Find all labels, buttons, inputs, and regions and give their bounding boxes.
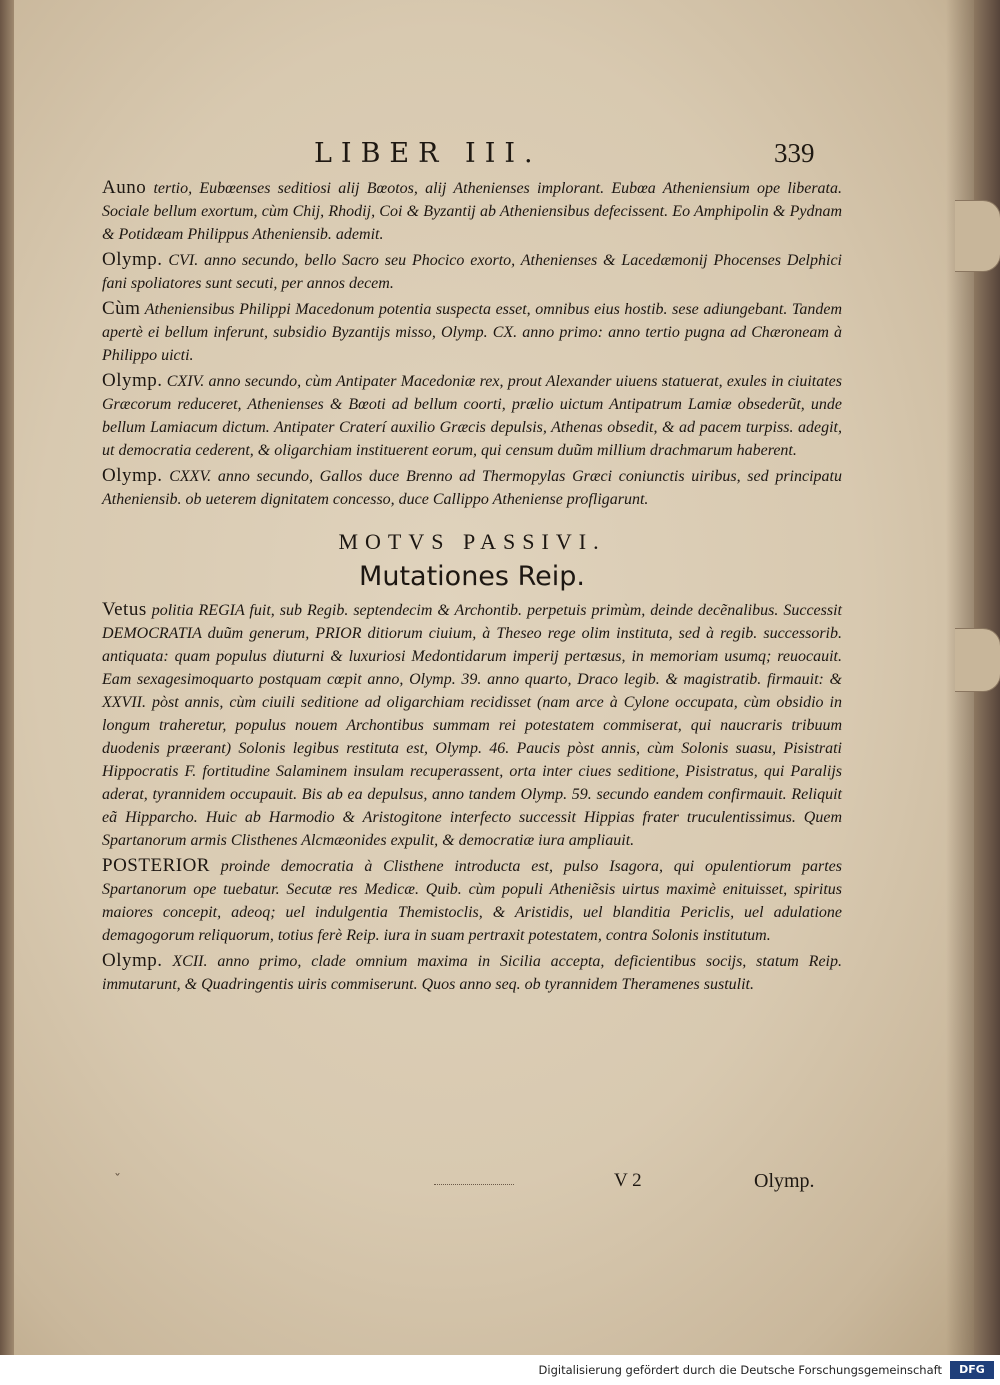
margin-mark: ˇ	[114, 1172, 121, 1188]
paragraph-text: XCII. anno primo, clade omnium maxima in Sicilia accepta, deficientibus socijs, statum Reip. immutarunt, & Quadringentis uiris commiserunt. Quos anno seq. ob tyrannidem Theramenes sustulit.	[102, 953, 842, 993]
signature-mark: V 2	[614, 1170, 642, 1191]
catchword: Olymp.	[754, 1170, 815, 1192]
paragraph-text: proinde democratia à Clisthene introducta est, pulso Isagora, qui opulentiorum partes Spartanorum ope tuebatur. Secutæ res Medicæ. Quib. cùm populi Atheniẽsis uirtus maximè enituisset, spiritus maiores concepit, adeoq; uel indulgentia Themistoclis, & Aristidis, uel blanditia Periclis, uel adulatione demagogorum reliquorum, totius ferè Reip. iura in suam pertraxit potestatem, contra Solonis institutum.	[102, 858, 842, 944]
page-tab	[955, 628, 1000, 692]
digitization-bar	[0, 1355, 1000, 1385]
book-page	[14, 0, 974, 1355]
paragraph-text: tertio, Eubœenses seditiosi alij Bœotos, alij Athenienses implorant. Eubœa Atheniensium ope liberata. Sociale bellum exortum, cùm Chij, Rhodij, Coi & Byzantij ab Atheniensibus defecissent. Eo Amphipolin & Pydnam & Potidæam Philippus Atheniensib. ademit.	[102, 180, 842, 243]
paragraph-text: politia REGIA fuit, sub Regib. septendecim & Archontib. perpetuis primùm, deinde decẽnalibus. Successit DEMOCRATIA duũm generum, PRIOR ditiorum ciuium, à Theseo rege olim instituta, sed à regib. successorib. antiquata: quam populus diuturni & luxuriosi Medontidarum imperij pertæsus, in memoriam usumq; reuocauit. Eam sexagesimoquarto postquam cœpit anno, Olymp. 39. anno quarto, Draco legib. & magistratib. firmauit: & XXVII. pòst annis, cùm ciuili seditione ad oligarchiam recidisset (nam arce à Cylone occupata, cùm obsidio in longum traheretur, populus nouem Archontibus summam rei potestatem commiserat, qui naucraris tribuum duodenis præerant) Solonis legibus restituta est, Olymp. 46. Paucis pòst annis, cùm Solonis suasu, Pisistrati Hippocratis F. fortitudine Salaminem insulam recuperassent, orta inter ciues seditione, Pisistratus, qui Paralijs aderat, tyrannidem occupauit. Bis ab ea depulsus, anno tandem Olymp. 59. secundo eandem confirmauit. Reliquit eã Hipparcho. Huic ab Harmodio & Aristogitone interfecto successit Hippias frater truculentissimus. Quem Spartanorum armis Clisthenes Alcmæonides expulit, & democratiæ iura ampliauit.	[102, 602, 842, 849]
paragraph-lead: Cùm	[102, 298, 141, 319]
section-subheading: Mutationes Reip.	[359, 561, 585, 592]
paragraph-lead: Olymp.	[102, 950, 163, 971]
paragraph	[102, 598, 842, 852]
footer-rule	[434, 1184, 514, 1185]
paragraph-lead: Auno	[102, 177, 147, 198]
scan-left-edge	[0, 0, 14, 1385]
main-text	[102, 176, 842, 998]
digitization-notice: Digitalisierung gefördert durch die Deutsche Forschungsgemeinschaft	[538, 1363, 942, 1377]
paragraph-lead: POSTERIOR	[102, 855, 210, 876]
paragraph-text: Atheniensibus Philippi Macedonum potentia suspecta esset, omnibus eius hostib. sese adiungebant. Tandem apertè ei bellum inferunt, subsidio Byzantijs misso, Olymp. CX. anno primo: anno tertio pugna ad Chæroneam à Philippo uicti.	[102, 301, 842, 364]
paragraph-text: CXIV. anno secundo, cùm Antipater Macedoniæ rex, prout Alexander uiuens statuerat, exules in ciuitates Græcorum reduceret, Athenienses & Bœoti ad bellum coorti, prælio uictum Antipatrum Lamiæ obsederũt, unde bellum Lamiacum dictum. Antipater Craterí auxilio Græcis depulsis, Athenas obsedit, & ad pacem turpiss. adegit, ut democratia cederent, & oligarchiam instituerent eorum, qui censum duũm millium drachmarum haberent.	[102, 373, 842, 459]
paragraph	[102, 949, 842, 996]
dfg-logo-icon: DFG	[950, 1361, 994, 1379]
paragraph-lead: Vetus	[102, 599, 147, 620]
paragraph	[102, 176, 842, 246]
page-header	[14, 138, 974, 174]
page-tab	[955, 200, 1000, 272]
paragraph-lead: Olymp.	[102, 465, 163, 486]
section-heading: MOTVS PASSIVI.	[338, 529, 606, 554]
paragraph-text: CVI. anno secundo, bello Sacro seu Phocico exorto, Athenienses & Lacedæmonij Phocenses Delphici fani spoliatores sunt secuti, per annos decem.	[102, 252, 842, 292]
page-footer	[14, 1170, 974, 1200]
paragraph-text: CXXV. anno secundo, Gallos duce Brenno ad Thermopylas Græci coniunctis uiribus, sed principatu Atheniensib. ob ueterem dignitatem concesso, duce Callippo Atheniense profligarunt.	[102, 468, 842, 508]
paragraph	[102, 297, 842, 367]
running-head: LIBER III.	[314, 138, 542, 169]
paragraph	[102, 248, 842, 295]
paragraph	[102, 369, 842, 462]
paragraph	[102, 464, 842, 511]
paragraph	[102, 854, 842, 947]
paragraph-lead: Olymp.	[102, 249, 163, 270]
paragraph-lead: Olymp.	[102, 370, 163, 391]
page-number: 339	[774, 138, 815, 168]
